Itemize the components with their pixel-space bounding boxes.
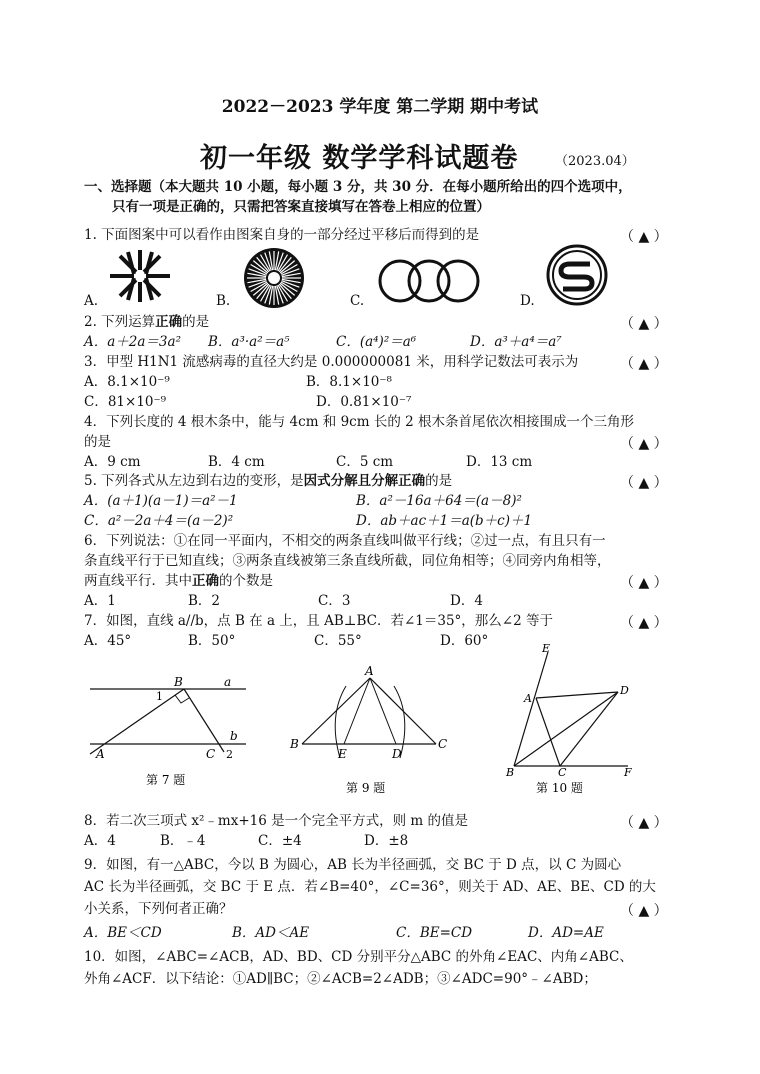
q2-option-d: D．a³＋a⁴＝a⁷	[470, 334, 562, 350]
q6-line1: 6．下列说法：①在同一平面内，不相交的两条直线叫做平行线；②过一点，有且只有一	[84, 533, 606, 549]
q9-option-a: A．BE＜CD	[84, 925, 162, 941]
q9-line3: 小关系，下列何者正确？	[84, 901, 233, 917]
q6-line3-bold: 正确	[192, 573, 219, 589]
q2-stem-bold: 正确	[155, 314, 183, 330]
q1-figure-b-sunburst	[242, 246, 306, 310]
q3-option-c: C．81×10⁻⁹	[84, 394, 167, 410]
q2-stem	[84, 313, 209, 331]
q2-option-a: A．a＋2a＝3a²	[84, 334, 181, 350]
q1-answer-mark: （ ▲ ）	[620, 229, 668, 245]
q4-stem-line2: 的是	[84, 434, 111, 450]
fig9-label-b: B	[290, 737, 299, 751]
fig9-label-e: E	[338, 747, 347, 761]
fig9-label-d: D	[392, 747, 402, 761]
q5-option-a: A．(a＋1)(a－1)＝a²－1	[84, 493, 238, 509]
q10-line2: 外角∠ACF．以下结论：①AD∥BC；②∠ACB=2∠ADB；③∠ADC=90°﹣∠ABD；	[84, 971, 597, 987]
fig7-label-c: C	[206, 747, 216, 761]
q4-option-c: C．5 cm	[336, 454, 394, 470]
fig7-label-angle1: 1	[156, 690, 163, 703]
fig10-label-f: F	[624, 766, 632, 779]
q8-option-c: C．±4	[258, 833, 302, 849]
fig9-label-a: A	[365, 664, 374, 678]
q8-option-b: B．﹣4	[160, 833, 206, 849]
fig9-label-c: C	[438, 737, 448, 751]
figure-7	[84, 672, 254, 792]
q6-option-a: A．1	[84, 593, 116, 609]
q6-line3	[84, 572, 273, 590]
q1-option-c: C.	[350, 293, 365, 309]
fig7-label-b: B	[174, 675, 183, 689]
q5-stem-bold: 因式分解且分解正确	[303, 473, 426, 489]
q2-stem-post: 的是	[182, 314, 210, 330]
fig10-label-e: E	[542, 642, 551, 655]
q5-option-b: B．a²－16a＋64＝(a－8)²	[356, 493, 522, 509]
q4-stem-line1: 4．下列长度的 4 根木条中，能与 4cm 和 9cm 长的 2 根木条首尾依次相接围成一个三角形	[84, 414, 634, 430]
q1-option-b: B.	[216, 293, 231, 309]
fig7-label-a-point: A	[96, 747, 105, 761]
exam-year-line: 2022－2023 学年度 第二学期 期中考试	[221, 97, 539, 117]
q6-line3-post: 的个数是	[219, 573, 273, 589]
q5-option-d: D．ab＋ac＋1＝a(b＋c)＋1	[356, 513, 533, 529]
fig10-label-d: D	[620, 684, 629, 697]
q5-stem-post: 的是	[425, 473, 453, 489]
q3-stem: 3．甲型 H1N1 流感病毒的直径大约是 0.000000081 米，用科学记数法可表示为	[84, 354, 579, 370]
q6-line3-pre: 两直线平行．其中	[84, 573, 192, 589]
q1-figure-d-s-logo	[546, 244, 608, 306]
section-heading-line2: 只有一项是正确的，只需把答案直接填写在答卷上相应的位置）	[112, 199, 490, 215]
q4-option-a: A．9 cm	[84, 454, 141, 470]
q10-line1: 10．如图，∠ABC=∠ACB，AD、BD、CD 分别平分△ABC 的外角∠EAC、内角∠ABC、	[84, 949, 633, 965]
q7-answer-mark: （ ▲ ）	[620, 615, 668, 631]
q6-option-d: D．4	[450, 593, 483, 609]
fig9-caption: 第 9 题	[346, 781, 386, 795]
q3-option-d: D．0.81×10⁻⁷	[316, 394, 412, 410]
exam-title: 初一年级 数学学科试题卷	[200, 143, 519, 174]
q5-stem	[84, 472, 452, 490]
q5-stem-pre: 5. 下列各式从左边到右边的变形，是	[84, 473, 304, 489]
q6-option-b: B．2	[188, 593, 221, 609]
q9-line2: AC 长为半径画弧，交 BC 于 E 点．若∠B=40°，∠C=36°，则关于 AD、AE、BE、CD 的大	[84, 879, 656, 895]
q7-option-d: D．60°	[440, 633, 489, 649]
fig7-label-a-line: a	[224, 675, 232, 689]
q6-answer-mark: （ ▲ ）	[620, 575, 668, 591]
q1-option-a: A.	[84, 293, 99, 309]
exam-date: （2023.04）	[555, 154, 635, 169]
q4-option-d: D．13 cm	[466, 454, 533, 470]
q6-option-c: C．3	[318, 593, 351, 609]
q8-answer-mark: （ ▲ ）	[620, 815, 668, 831]
q9-line1: 9．如图，有一△ABC，今以 B 为圆心，AB 长为半径画弧，交 BC 于 D 点，以 C 为圆心	[84, 857, 622, 873]
q9-option-c: C．BE=CD	[396, 925, 473, 941]
fig10-caption: 第 10 题	[536, 781, 583, 795]
q7-stem: 7．如图，直线 a//b，点 B 在 a 上，且 AB⊥BC．若∠1＝35°，那么∠2 等于	[84, 613, 553, 629]
q4-answer-mark: （ ▲ ）	[620, 436, 668, 452]
q9-option-b: B．AD＜AE	[232, 925, 310, 941]
q9-answer-mark: （ ▲ ）	[620, 903, 668, 919]
fig10-label-a: A	[524, 692, 532, 705]
q8-stem: 8．若二次三项式 x²﹣mx+16 是一个完全平方式，则 m 的值是	[84, 813, 468, 829]
q9-option-d: D．AD=AE	[528, 925, 604, 941]
fig7-caption: 第 7 题	[146, 773, 186, 787]
section-heading-line1: 一、选择题（本大题共 10 小题，每小题 3 分，共 30 分．在每小题所给出的四个选项中，	[84, 179, 632, 195]
q2-stem-pre: 2. 下列运算	[84, 314, 156, 330]
q2-option-c: C．(a⁴)²＝a⁶	[336, 334, 417, 350]
q6-line2: 条直线平行于已知直线；③两条直线被第三条直线所截，同位角相等；④同旁内角相等，	[84, 553, 611, 569]
figure-9	[286, 662, 456, 798]
q1-option-d: D.	[520, 293, 535, 309]
q3-option-b: B．8.1×10⁻⁸	[306, 374, 392, 390]
q4-option-b: B．4 cm	[208, 454, 265, 470]
q7-option-c: C．55°	[314, 633, 362, 649]
q1-figure-a-starburst	[108, 248, 172, 304]
q8-option-d: D．±8	[364, 833, 409, 849]
fig7-label-b-line: b	[230, 729, 238, 743]
figure-10	[500, 642, 650, 798]
q2-answer-mark: （ ▲ ）	[620, 316, 668, 332]
q5-option-c: C．a²－2a＋4＝(a－2)²	[84, 513, 234, 529]
q3-answer-mark: （ ▲ ）	[620, 356, 668, 372]
q3-option-a: A．8.1×10⁻⁹	[84, 374, 170, 390]
q5-answer-mark: （ ▲ ）	[620, 475, 668, 491]
q1-stem: 1. 下面图案中可以看作由图案自身的一部分经过平移后而得到的是	[84, 227, 480, 243]
q7-option-a: A．45°	[84, 633, 132, 649]
q1-figure-c-rings	[376, 258, 482, 304]
q7-option-b: B．50°	[188, 633, 236, 649]
q2-option-b: B．a³·a²＝a⁵	[208, 334, 290, 350]
fig7-label-angle2: 2	[226, 748, 233, 761]
q8-option-a: A．4	[84, 833, 116, 849]
fig10-label-b: B	[506, 766, 515, 779]
fig10-label-c: C	[558, 766, 567, 779]
